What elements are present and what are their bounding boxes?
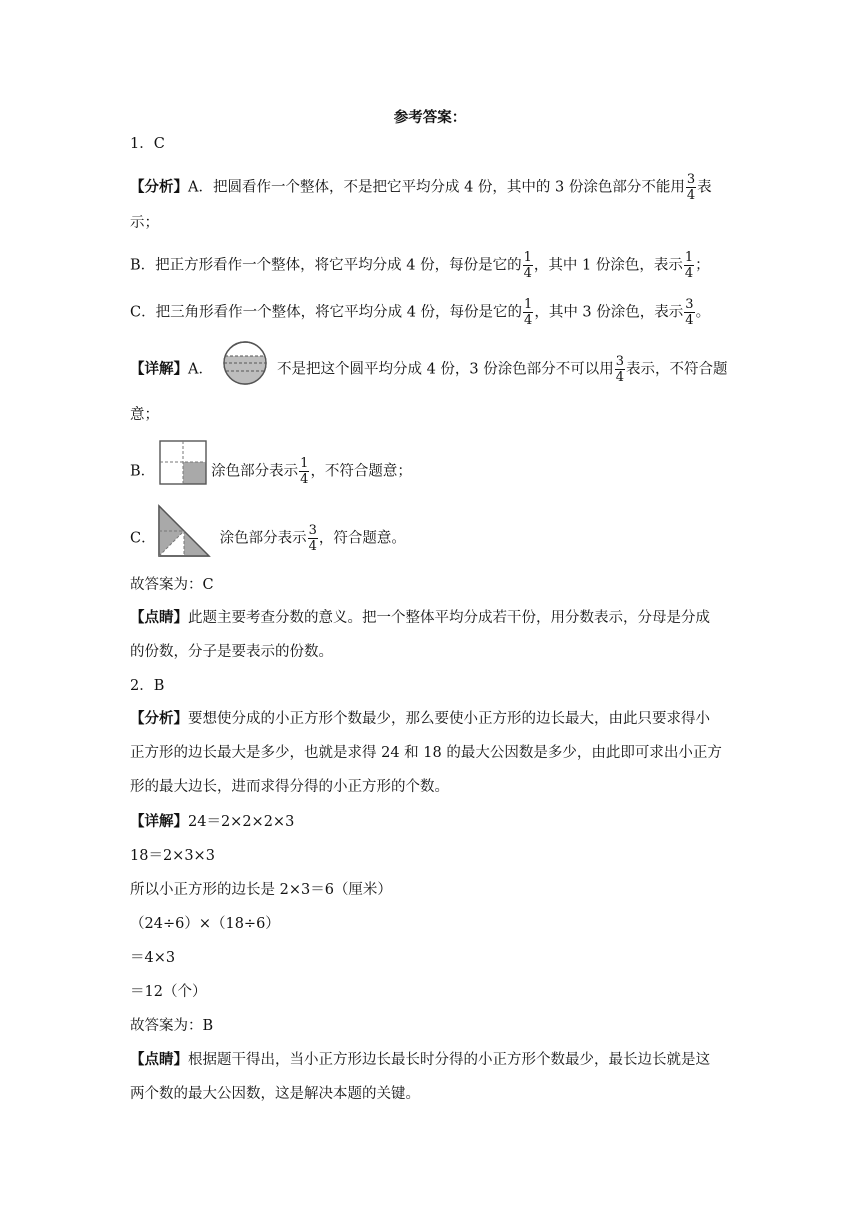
q2-detail-4: （24÷6）×（18÷6）	[130, 916, 280, 932]
analysis-a-text: A．把圆看作一个整体，不是把它平均分成 4 份，其中的 3 份涂色部分不能用	[188, 179, 685, 196]
q2-detail-3: 所以小正方形的边长是 2×3＝6（厘米）	[130, 882, 392, 898]
analysis-tag: 【分析】	[130, 710, 188, 727]
fraction-1-4: $\frac{1}{4}$	[524, 297, 533, 328]
analysis-a-post: 表	[697, 179, 712, 196]
circle-figure	[222, 340, 268, 386]
q2-answer: 故答案为：B	[130, 1018, 214, 1034]
q1-detail-c: C． 涂色部分表示 $\frac{3}{4}$ ，符合题意。	[130, 523, 406, 554]
fraction-3-4: $\frac{3}{4}$	[308, 523, 317, 554]
fraction-3-4: $\frac{3}{4}$	[685, 297, 694, 328]
q1-analysis-b: B．把正方形看作一个整体，将它平均分成 4 份，每份是它的 $\frac{1}{4}$ ，其中 1 份涂色，表示 $\frac{1}{4}$ ；	[130, 250, 710, 281]
fraction-1-4: $\frac{1}{4}$	[300, 456, 309, 487]
q2-detail-2: 18＝2×3×3	[130, 848, 215, 864]
fraction-1-4: $\frac{1}{4}$	[684, 250, 694, 281]
q2-comment-2: 两个数的最大公因数，这是解决本题的关键。	[130, 1086, 420, 1102]
q1-head: 1．C	[130, 136, 165, 152]
q1-analysis-a	[130, 172, 712, 203]
q2-analysis-2: 正方形的边长最大是多少，也就是求得 24 和 18 的最大公因数是多少，由此即可求出小正方	[130, 745, 722, 761]
q2-analysis-1: 【分析】要想使分成的小正方形个数最少，那么要使小正方形的边长最大，由此只要求得小	[130, 710, 710, 727]
q1-answer: 故答案为：C	[130, 577, 214, 593]
detail-tag: 【详解】	[130, 360, 188, 378]
q1-detail-b: B． 涂色部分表示 $\frac{1}{4}$ ，不符合题意；	[130, 456, 412, 487]
q1-comment-2: 的份数，分子是要表示的份数。	[130, 644, 333, 660]
q1-comment-1: 【点睛】此题主要考查分数的意义。把一个整体平均分成若干份，用分数表示，分母是分成	[130, 609, 710, 626]
q2-analysis-3: 形的最大边长，进而求得分得的小正方形的个数。	[130, 779, 449, 795]
fraction-1-4: $\frac{1}{4}$	[523, 250, 532, 281]
q1-detail-a: 【详解】A． 不是把这个圆平均分成 4 份，3 份涂色部分不可以用 $\frac{3}{4}$ 表示，不符合题	[130, 354, 728, 385]
q2-detail-6: ＝12（个）	[130, 984, 207, 1000]
q1-analysis-c: C．把三角形看作一个整体，将它平均分成 4 份，每份是它的 $\frac{1}{4}$ ，其中 3 份涂色，表示 $\frac{3}{4}$ 。	[130, 297, 711, 328]
fraction-3-4: $\frac{3}{4}$	[615, 354, 625, 385]
q1-detail-a-wrap: 意；	[130, 407, 159, 423]
q2-detail-1: 【详解】24＝2×2×2×3	[130, 813, 295, 830]
comment-tag: 【点睛】	[130, 609, 188, 626]
q2-head: 2．B	[130, 678, 165, 694]
analysis-tag: 【分析】	[130, 178, 188, 196]
detail-tag: 【详解】	[130, 813, 188, 830]
page-title: 参考答案：	[393, 110, 467, 126]
q1-analysis-a-wrap: 示；	[130, 215, 159, 231]
comment-tag: 【点睛】	[130, 1051, 188, 1068]
q2-detail-5: ＝4×3	[130, 950, 176, 966]
fraction-3-4: $\frac{3}{4}$	[686, 172, 696, 203]
q2-comment-1: 【点睛】根据题干得出，当小正方形边长最长时分得的小正方形个数最少，最长边长就是这	[130, 1051, 710, 1068]
